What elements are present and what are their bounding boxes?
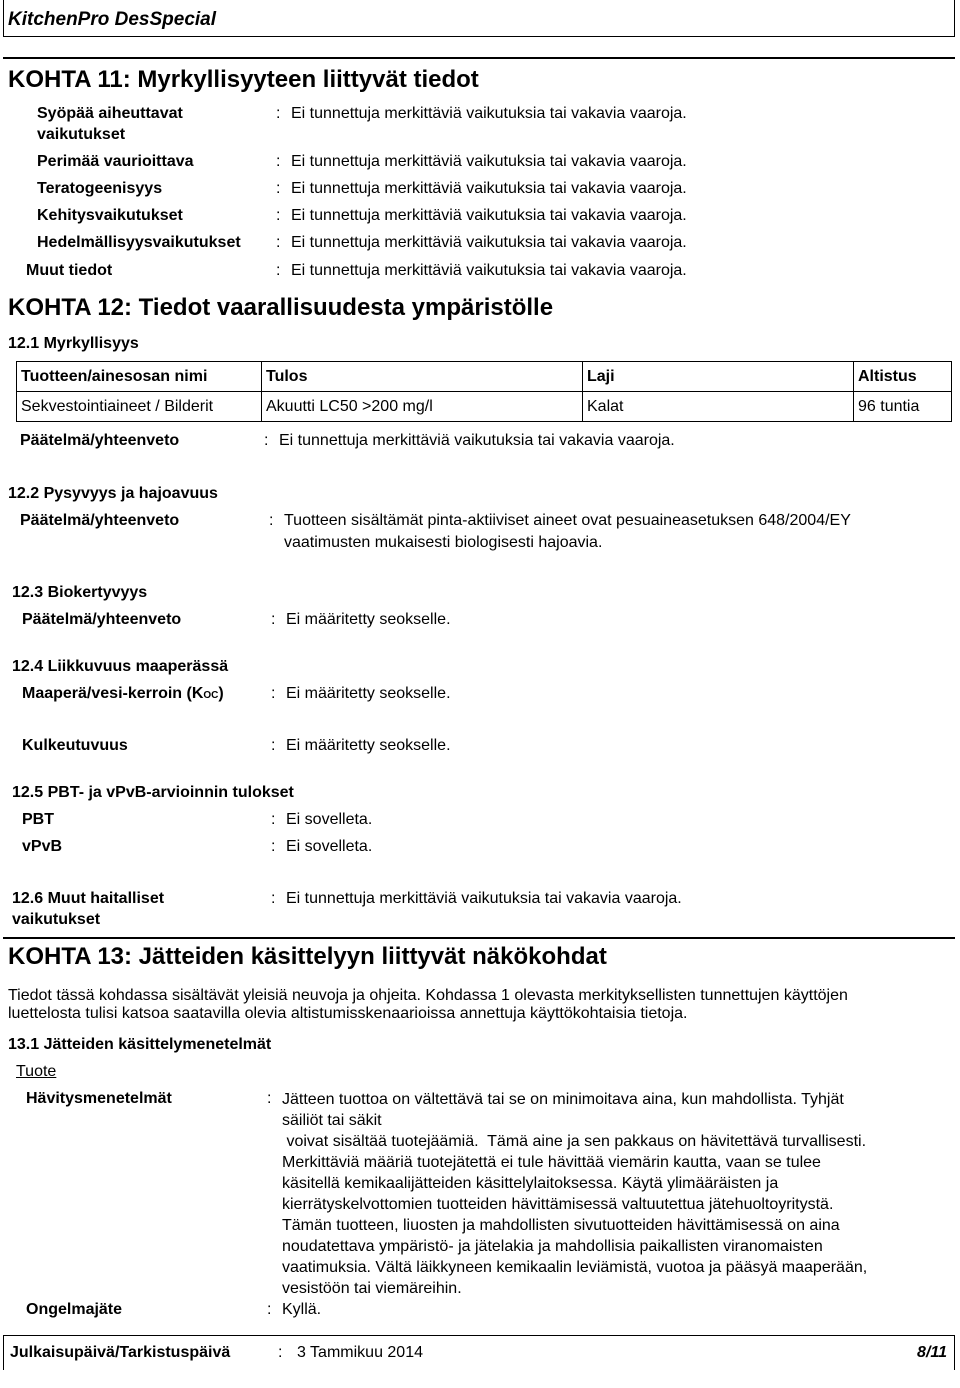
colon: : <box>271 611 276 628</box>
disposal-line: kierrätyskelvottomien tuotteiden hävittämisessä valtuutettua jätehuoltoyritystä. <box>282 1196 834 1213</box>
colon: : <box>276 153 281 170</box>
table-row <box>17 392 952 422</box>
other-effects-value: Ei tunnettuja merkittäviä vaikutuksia tai vakavia vaaroja. <box>286 890 682 907</box>
fertility-label: Hedelmällisyysvaikutukset <box>37 234 241 251</box>
koc-subscript: OC <box>203 690 219 701</box>
colon: : <box>276 234 281 251</box>
colon: : <box>276 207 281 224</box>
koc-value: Ei määritetty seokselle. <box>286 685 451 702</box>
carcinogenicity-label-2: vaikutukset <box>37 126 126 143</box>
hazardous-waste-value: Kyllä. <box>282 1301 322 1318</box>
table-header-row <box>17 362 952 392</box>
mutagenicity-label: Perimää vaurioittava <box>37 153 194 170</box>
footer-date-value: 3 Tammikuu 2014 <box>297 1344 423 1361</box>
table-header: Altistus <box>854 362 952 392</box>
teratogenicity-label: Teratogeenisyys <box>37 180 163 197</box>
colon: : <box>276 180 281 197</box>
subsection-12-4-heading: 12.4 Liikkuvuus maaperässä <box>12 658 229 675</box>
koc-label-text: Maaperä/vesi-kerroin (K <box>22 685 204 702</box>
vpvb-label: vPvB <box>22 838 63 855</box>
mobility-label: Kulkeutuvuus <box>22 737 128 754</box>
disposal-line: Jätteen tuottoa on vältettävä tai se on minimoitava aina, kun mahdollista. Tyhjät <box>282 1091 844 1108</box>
colon: : <box>271 737 276 754</box>
disposal-line: vesistöön tai viemäreihin. <box>282 1280 462 1297</box>
teratogenicity-value: Ei tunnettuja merkittäviä vaikutuksia tai vakavia vaaroja. <box>291 180 687 197</box>
fertility-value: Ei tunnettuja merkittäviä vaikutuksia tai vakavia vaaroja. <box>291 234 687 251</box>
subsection-12-6-heading: 12.6 Muut haitalliset <box>12 890 165 907</box>
subsection-12-2-heading: 12.2 Pysyvyys ja hajoavuus <box>8 485 218 502</box>
table-header: Tuotteen/ainesosan nimi <box>17 362 262 392</box>
disposal-text <box>282 1089 867 1299</box>
conclusion-label: Päätelmä/yhteenveto <box>22 611 182 628</box>
colon: : <box>271 838 276 855</box>
disposal-line: voivat sisältää tuotejäämiä. Tämä aine ja sen pakkaus on hävitettävä turvallisesti. <box>282 1133 867 1150</box>
degradability-line-1: Tuotteen sisältämät pinta-aktiiviset aineet ovat pesuaineasetuksen 648/2004/EY <box>284 512 851 529</box>
colon: : <box>267 1301 272 1318</box>
app-title: KitchenPro DesSpecial <box>8 9 217 30</box>
table-header: Laji <box>583 362 854 392</box>
colon: : <box>271 685 276 702</box>
developmental-label: Kehitysvaikutukset <box>37 207 183 224</box>
product-label: Tuote <box>16 1063 57 1080</box>
section-divider <box>3 937 955 939</box>
pbt-value: Ei sovelleta. <box>286 811 373 828</box>
colon: : <box>271 890 276 907</box>
page-number: 8/11 <box>917 1344 947 1361</box>
mutagenicity-value: Ei tunnettuja merkittäviä vaikutuksia tai vakavia vaaroja. <box>291 153 687 170</box>
disposal-line: Tämän tuotteen, liuosten ja mahdollisten sivutuotteiden hävittämisessä on aina <box>282 1217 840 1234</box>
developmental-value: Ei tunnettuja merkittäviä vaikutuksia tai vakavia vaaroja. <box>291 207 687 224</box>
disposal-line: noudatettava ympäristö- ja jätelakia ja mahdollisia paikallisten viranomaisten <box>282 1238 823 1255</box>
disposal-label: Hävitysmenetelmät <box>26 1090 172 1107</box>
table-cell: 96 tuntia <box>854 392 952 422</box>
intro-line-1: Tiedot tässä kohdassa sisältävät yleisiä neuvoja ja ohjeita. Kohdassa 1 olevasta merkityksellisten tunnettujen käyttöjen <box>8 987 848 1004</box>
colon: : <box>267 1090 272 1107</box>
colon: : <box>276 105 281 122</box>
disposal-line: säiliöt tai säkit <box>282 1112 382 1129</box>
degradability-line-2: vaatimusten mukaisesti biologisesti hajoavia. <box>284 534 603 551</box>
koc-label <box>22 685 224 703</box>
colon: : <box>269 512 274 529</box>
conclusion-label: Päätelmä/yhteenveto <box>20 432 180 449</box>
toxicity-table <box>16 361 952 422</box>
section-11-title: KOHTA 11: Myrkyllisyyteen liittyvät tiedot <box>8 66 479 93</box>
table-header: Tulos <box>262 362 583 392</box>
table-cell: Kalat <box>583 392 854 422</box>
mobility-value: Ei määritetty seokselle. <box>286 737 451 754</box>
subsection-12-3-heading: 12.3 Biokertyvyys <box>12 584 148 601</box>
carcinogenicity-label: Syöpää aiheuttavat <box>37 105 183 122</box>
koc-label-close: ) <box>218 685 224 702</box>
disposal-line: vaatimuksia. Vältä läikkyneen kemikaalin leviämistä, vuotoa ja pääsyä maaperään, <box>282 1259 868 1276</box>
other-info-label: Muut tiedot <box>26 262 113 279</box>
subsection-13-1-heading: 13.1 Jätteiden käsittelymenetelmät <box>8 1036 272 1053</box>
section-12-title: KOHTA 12: Tiedot vaarallisuudesta ympäristölle <box>8 294 554 321</box>
other-info-value: Ei tunnettuja merkittäviä vaikutuksia tai vakavia vaaroja. <box>291 262 687 279</box>
carcinogenicity-value: Ei tunnettuja merkittäviä vaikutuksia tai vakavia vaaroja. <box>291 105 687 122</box>
colon: : <box>264 432 269 449</box>
disposal-line: käsitellä kemikaalijätteiden käsittelylaitoksessa. Käytä ylimääräisten ja <box>282 1175 779 1192</box>
conclusion-value: Ei tunnettuja merkittäviä vaikutuksia tai vakavia vaaroja. <box>279 432 675 449</box>
colon: : <box>271 811 276 828</box>
table-cell: Sekvestointiaineet / Bilderit <box>17 392 262 422</box>
subsection-12-5-heading: 12.5 PBT- ja vPvB-arvioinnin tulokset <box>12 784 294 801</box>
bioaccumulation-value: Ei määritetty seokselle. <box>286 611 451 628</box>
conclusion-label: Päätelmä/yhteenveto <box>20 512 180 529</box>
colon: : <box>276 262 281 279</box>
footer-date-label: Julkaisupäivä/Tarkistuspäivä <box>10 1344 231 1361</box>
subsection-12-6-heading-2: vaikutukset <box>12 911 101 928</box>
vpvb-value: Ei sovelleta. <box>286 838 373 855</box>
pbt-label: PBT <box>22 811 54 828</box>
colon: : <box>278 1344 283 1361</box>
subsection-12-1-heading: 12.1 Myrkyllisyys <box>8 335 139 352</box>
section-divider <box>3 57 955 59</box>
table-cell: Akuutti LC50 >200 mg/l <box>262 392 583 422</box>
hazardous-waste-label: Ongelmajäte <box>26 1301 123 1318</box>
intro-line-2: luettelosta tulisi katsoa saatavilla olevia altistumisskenaarioissa annettuja käyttökohtaisia tietoja. <box>8 1005 688 1022</box>
section-13-title: KOHTA 13: Jätteiden käsittelyyn liittyvät näkökohdat <box>8 943 607 970</box>
disposal-line: Merkittäviä määriä tuotejätettä ei tule hävittää viemärin kautta, vaan se tulee <box>282 1154 821 1171</box>
